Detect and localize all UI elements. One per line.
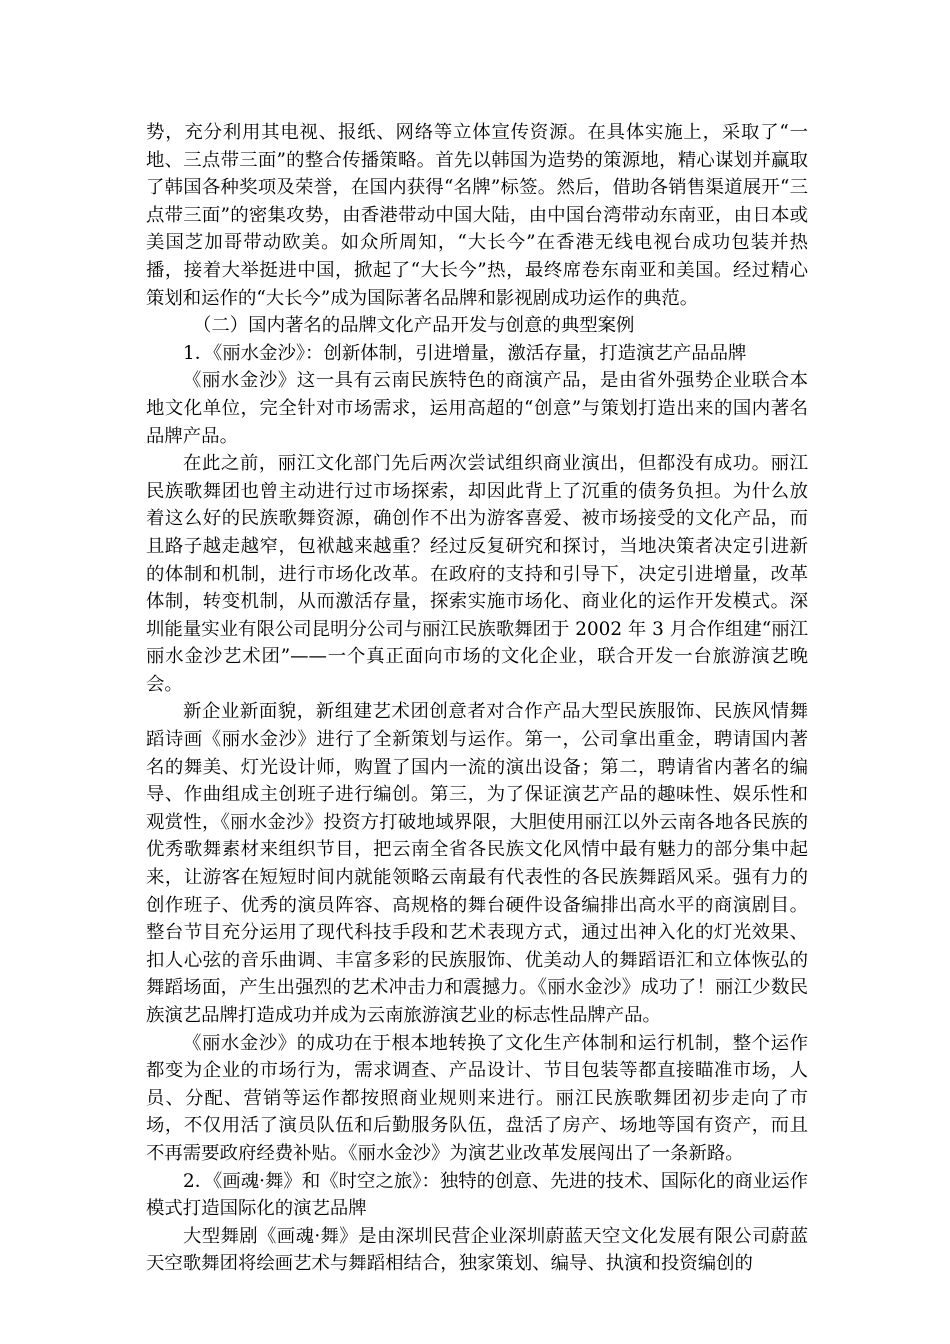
body-paragraph: 《丽水金沙》的成功在于根本地转换了文化生产体制和运行机制，整个运作都变为企业的市场行为，需求调查、产品设计、节目包装等都直接瞄准市场，人员、分配、营销等运作都按照商业规则来进行。丽江民族歌舞团初步走向了市场，不仅用活了演员队伍和后勤服务队伍，盘活了房产、场地等国有资产，而且不再需要政府经费补贴。《丽水金沙》为演艺业改革发展闯出了一条新路。 (146, 1032, 808, 1164)
section-heading: （二）国内著名的品牌文化产品开发与创意的典型案例 (193, 315, 635, 337)
body-paragraph: 在此之前，丽江文化部门先后两次尝试组织商业演出，但都没有成功。丽江民族歌舞团也曾主动进行过市场探索，却因此背上了沉重的债务负担。为什么放着这么好的民族歌舞资源，确创作不出为游客喜爱、被市场接受的文化产品，而且路子越走越窄，包袱越来越重？经过反复研究和探讨，当地决策者决定引进新的体制和机制，进行市场化改革。在政府的支持和引导下，决定引进增量，改革体制，转变机制，从而激活存量，探索实施市场化、商业化的运作开发模式。深圳能量实业有限公司昆明分公司与丽江民族歌舞团于 2002 年 3 月合作组建“丽江丽水金沙艺术团”——一个真正面向市场的文化企业，联合开发一台旅游演艺晚会。 (146, 453, 808, 695)
case-heading: 1．《丽水金沙》：创新体制，引进增量，激活存量，打造演艺产品品牌 (183, 342, 747, 364)
body-paragraph: 大型舞剧《画魂·舞》是由深圳民营企业深圳蔚蓝天空文化发展有限公司蔚蓝天空歌舞团将绘画艺术与舞蹈相结合，独家策划、编导、执演和投资编创的 (146, 1225, 808, 1275)
body-paragraph: 《丽水金沙》这一具有云南民族特色的商演产品，是由省外强势企业联合本地文化单位，完全针对市场需求，运用高超的“创意”与策划打造出来的国内著名品牌产品。 (146, 370, 808, 447)
document-page (146, 119, 808, 1278)
body-paragraph: 新企业新面貌，新组建艺术团创意者对合作产品大型民族服饰、民族风情舞蹈诗画《丽水金沙》进行了全新策划与运作。第一，公司拿出重金，聘请国内著名的舞美、灯光设计师，购置了国内一流的演出设备；第二，聘请省内著名的编导、作曲组成主创班子进行编创。第三，为了保证演艺产品的趣味性、娱乐性和观赏性，《丽水金沙》投资方打破地域界限，大胆使用丽江以外云南各地各民族的优秀歌舞素材来组织节目，把云南全省各民族文化风情中最有魅力的部分集中起来，让游客在短短时间内就能领略云南最有代表性的各民族舞蹈风采。强有力的创作班子、优秀的演员阵容、高规格的舞台硬件设备编排出高水平的商演剧目。整台节目充分运用了现代科技手段和艺术表现方式，通过出神入化的灯光效果、扣人心弦的音乐曲调、丰富多彩的民族服饰、优美动人的舞蹈语汇和立体恢弘的舞蹈场面，产生出强烈的艺术冲击力和震撼力。《丽水金沙》成功了！丽江少数民族演艺品牌打造成功并成为云南旅游演艺业的标志性品牌产品。 (146, 701, 808, 1026)
body-paragraph-continued: 势，充分利用其电视、报纸、网络等立体宣传资源。在具体实施上，采取了“一地、三点带三面”的整合传播策略。首先以韩国为造势的策源地，精心谋划并赢取了韩国各种奖项及荣誉，在国内获得“名牌”标签。然后，借助各销售渠道展开“三点带三面”的密集攻势，由香港带动中国大陆，由中国台湾带动东南亚，由日本或美国芝加哥带动欧美。如众所周知，“大长今”在香港无线电视台成功包装并热播，接着大举挺进中国，掀起了“大长今”热，最终席卷东南亚和美国。经过精心策划和运作的“大长今”成为国际著名品牌和影视剧成功运作的典范。 (146, 122, 808, 309)
case-heading: 2．《画魂·舞》和《时空之旅》：独特的创意、先进的技术、国际化的商业运作模式打造国际化的演艺品牌 (146, 1170, 808, 1220)
